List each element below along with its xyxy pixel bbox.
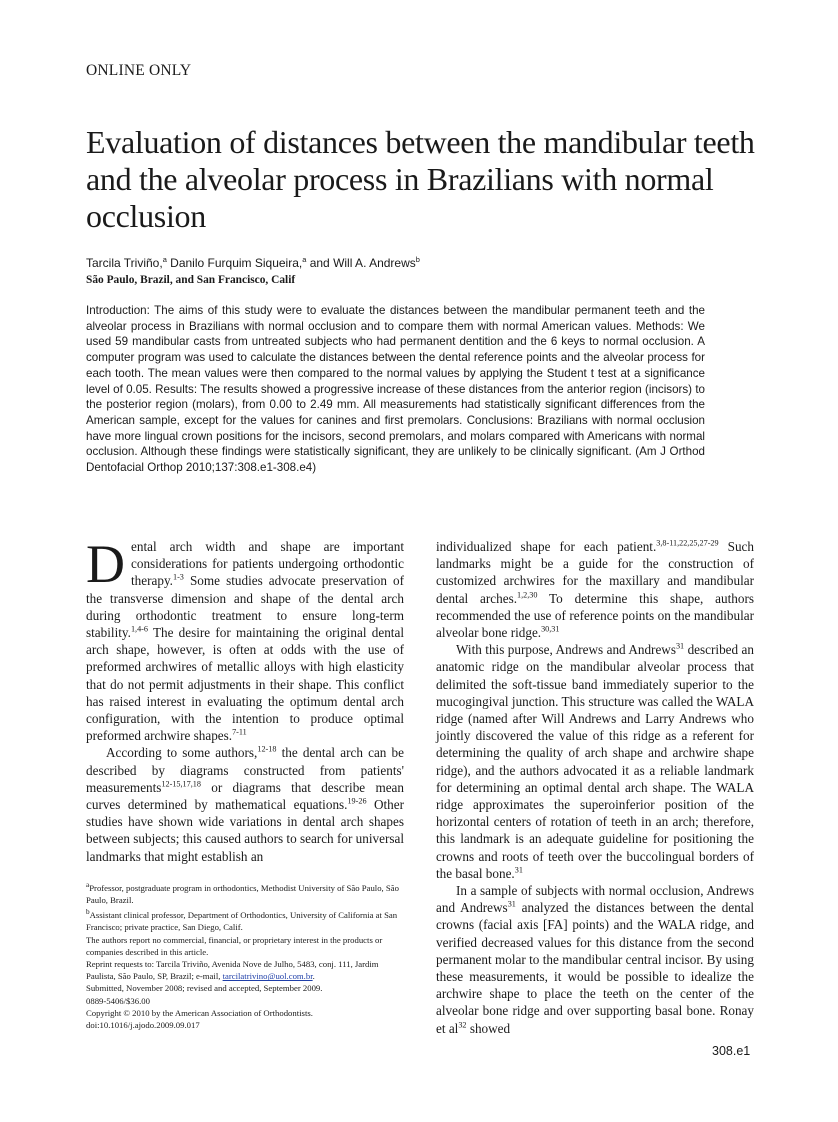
- body-text: According to some authors,: [106, 745, 258, 761]
- body-text: or diagrams that describe mean curves determined by mathematical equations.: [86, 779, 404, 813]
- page-number: 308.e1: [712, 1044, 751, 1058]
- body-text: Such landmarks might be a guide for the construction of customized archwires for the maxillary and mandibular dental arches.: [436, 539, 755, 606]
- section-label: ONLINE ONLY: [86, 62, 192, 79]
- doi: doi:10.1016/j.ajodo.2009.09.017: [86, 1020, 200, 1031]
- body-text: The desire for maintaining the original dental arch shape, however, is often at odds with the use of preformed archwires of metallic alloys with high elasticity that do not permit adjustments in their shape. This conflict has raised interest in evaluating the optimum dental arch configuration, with the intention to produce optimal preformed archwire shapes.: [86, 625, 404, 744]
- body-text: To determine this shape, authors recommended the use of reference points on the mandibular alveolar bone ridge.: [436, 590, 754, 641]
- author-name: Danilo Furquim Siqueira,: [166, 256, 303, 270]
- body-text: the dental arch can be described by diagrams constructed from patients' measurements: [86, 745, 405, 795]
- body-text: analyzed the distances between the dental crowns (facial axis [FA] points) and the WALA ridge, and verified decreased values for this distance from the second permanent molar to the mandibular central incisor. By using these measurements, it would be possible to idealize the archwire shape to place the teeth on the center of the alveolar bone ridge and over supporting basal bone. Ronay et al: [436, 900, 754, 1036]
- disclosure-note: The authors report no commercial, financial, or proprietary interest in the products or companies described in this article.: [86, 934, 383, 957]
- body-paragraph: [436, 882, 754, 1037]
- author-affiliation-mark: b: [415, 255, 420, 264]
- body-paragraph: [436, 641, 754, 882]
- citation-superscript: 1,4-6: [130, 624, 148, 634]
- email-link[interactable]: tarcilatrivino@uol.com.br: [222, 971, 313, 982]
- body-paragraph: [436, 538, 754, 641]
- abstract: Introduction: The aims of this study were to evaluate the distances between the mandibular permanent teeth and the alveolar process in Brazilians with normal occlusion and to compare them with normal American values. Methods: We used 59 mandibular casts from untreated subjects who had permanent dentition and the 6 keys to normal occlusion. A computer program was used to calculate the distances between the dental reference points and the alveolar process for each tooth. The mean values were then compared to the normal values by applying the Student t test at a significance level of 0.05. Results: The results showed a progressive increase of these distances from the anterior region (incisors) to the posterior region (molars), from 0.00 to 2.49 mm. All measurements had statistically significant differences from the American sample, except for the values for canines and first premolars. Conclusions: Brazilians with normal occlusion have more lingual crown positions for the incisors, second premolars, and molars compared with Americans with normal occlusion. Although these findings were statistically significant, they are unlikely to be clinically significant. (Am J Orthod Dentofacial Orthop 2010;137:308.e1-308.e4): [86, 304, 705, 475]
- issn: 0889-5406/$36.00: [86, 995, 150, 1006]
- body-text: showed: [466, 1020, 511, 1036]
- body-text: described an anatomic ridge on the mandibular alveolar process that delimited the soft-tissue band immediately superior to the mucogingival junction. This structure was called the WALA ridge (named after Will Andrews and Larry Andrews who jointly discovered the value of this ridge as a referent for determining the quality of arch shape and archwire shape ridge), and the authors advocated it as a reliable landmark for determining an optimal dental arch shape. The WALA ridge approximates the superoinferior position of the horizontal centers of rotation of teeth in an arch; therefore, this landmark is an adequate guideline for positioning the crowns and roots of teeth over the buccolingual borders of the basal bone.: [436, 642, 755, 881]
- body-column-left: [86, 534, 405, 865]
- citation-superscript: 3,8-11,22,25,27-29: [656, 538, 719, 548]
- citation-superscript: 12-18: [257, 745, 277, 755]
- body-paragraph: [86, 534, 404, 744]
- body-text: Other studies have shown wide variations in dental arch shapes between subjects; this caused authors to search for universal landmarks that might establish an: [86, 797, 404, 864]
- body-text: ental arch width and shape are important considerations for patients undergoing orthodontic therapy.: [131, 539, 404, 589]
- footnote-b: $^b$Assistant clinical professor, Department of Orthodontics, University of California at San Francisco; private practice, San Diego, Calif.: [86, 908, 398, 933]
- citation-superscript: 31: [675, 641, 685, 651]
- footnote-a: $^a$Professor, postgraduate program in orthodontics, Methodist University of São Paulo, São Paulo, Brazil.: [86, 881, 399, 906]
- author-name: Tarcila Triviño,: [86, 256, 163, 270]
- copyright: Copyright © 2010 by the American Association of Orthodontists.: [86, 1007, 313, 1018]
- citation-superscript: 31: [507, 899, 516, 909]
- citation-superscript: 12-15,17,18: [161, 779, 201, 789]
- citation-superscript: 32: [458, 1020, 467, 1030]
- article-title: Evaluation of distances between the mandibular teeth and the alveolar process in Brazilians with normal occlusion: [86, 124, 755, 234]
- body-text: With this purpose, Andrews and Andrews: [456, 642, 676, 658]
- author-name: and Will A. Andrews: [306, 256, 416, 270]
- body-text: In a sample of subjects with normal occlusion, Andrews and Andrews: [436, 883, 754, 916]
- citation-superscript: 1-3: [172, 573, 184, 583]
- author-list: [86, 256, 420, 270]
- body-column-right: [436, 538, 754, 1037]
- body-text: Some studies advocate preservation of the transverse dimension and shape of the dental arch during orthodontic treatment to ensure long-term stability.: [86, 573, 404, 641]
- footnotes: [86, 879, 404, 1031]
- citation-superscript: 19-26: [347, 796, 367, 806]
- author-affiliation-mark: a: [302, 255, 307, 264]
- citation-superscript: 1,2,30: [517, 590, 538, 600]
- body-paragraph: [86, 744, 404, 864]
- body-text: individualized shape for each patient.: [436, 539, 657, 554]
- author-affiliation-mark: a: [162, 255, 167, 264]
- author-affiliation: São Paulo, Brazil, and San Francisco, Calif: [86, 274, 296, 286]
- citation-superscript: 31: [514, 865, 523, 875]
- reprint-request: Reprint requests to: Tarcila Triviño, Avenida Nove de Julho, 5483, conj. 111, Jardim Paulista, São Paulo, SP, Brazil; e-mail, tarcilatrivino@uol.com.br.: [86, 959, 379, 982]
- submission-dates: Submitted, November 2008; revised and accepted, September 2009.: [86, 983, 323, 994]
- citation-superscript: 7-11: [232, 727, 247, 737]
- drop-cap: D: [86, 534, 125, 594]
- citation-superscript: 30,31: [541, 624, 560, 634]
